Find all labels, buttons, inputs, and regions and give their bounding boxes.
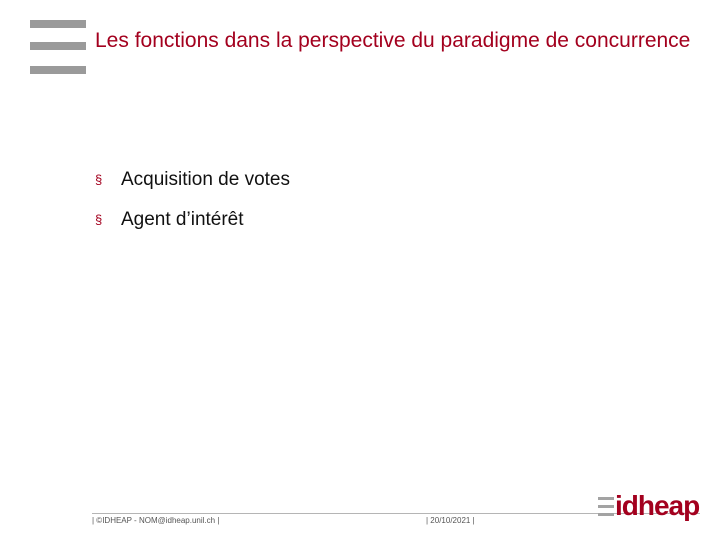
logo-lines-icon xyxy=(598,497,614,517)
slide-title: Les fonctions dans la perspective du paradigme de concurrence xyxy=(95,29,691,52)
bullet-text: Acquisition de votes xyxy=(121,169,290,190)
menu-bars-icon xyxy=(30,20,86,76)
footer-copyright: | ©IDHEAP - NOM@idheap.unil.ch | xyxy=(92,516,220,525)
footer-date: | 20/10/2021 | xyxy=(426,516,475,525)
logo-wordmark: idheap xyxy=(615,490,700,521)
bullet-text: Agent d’intérêt xyxy=(121,209,244,230)
menu-bar xyxy=(30,66,86,74)
bullet-marker: § xyxy=(95,172,103,187)
bullet-marker: § xyxy=(95,212,103,227)
menu-bar xyxy=(30,42,86,50)
menu-bar xyxy=(30,20,86,28)
idheap-logo xyxy=(598,488,700,524)
